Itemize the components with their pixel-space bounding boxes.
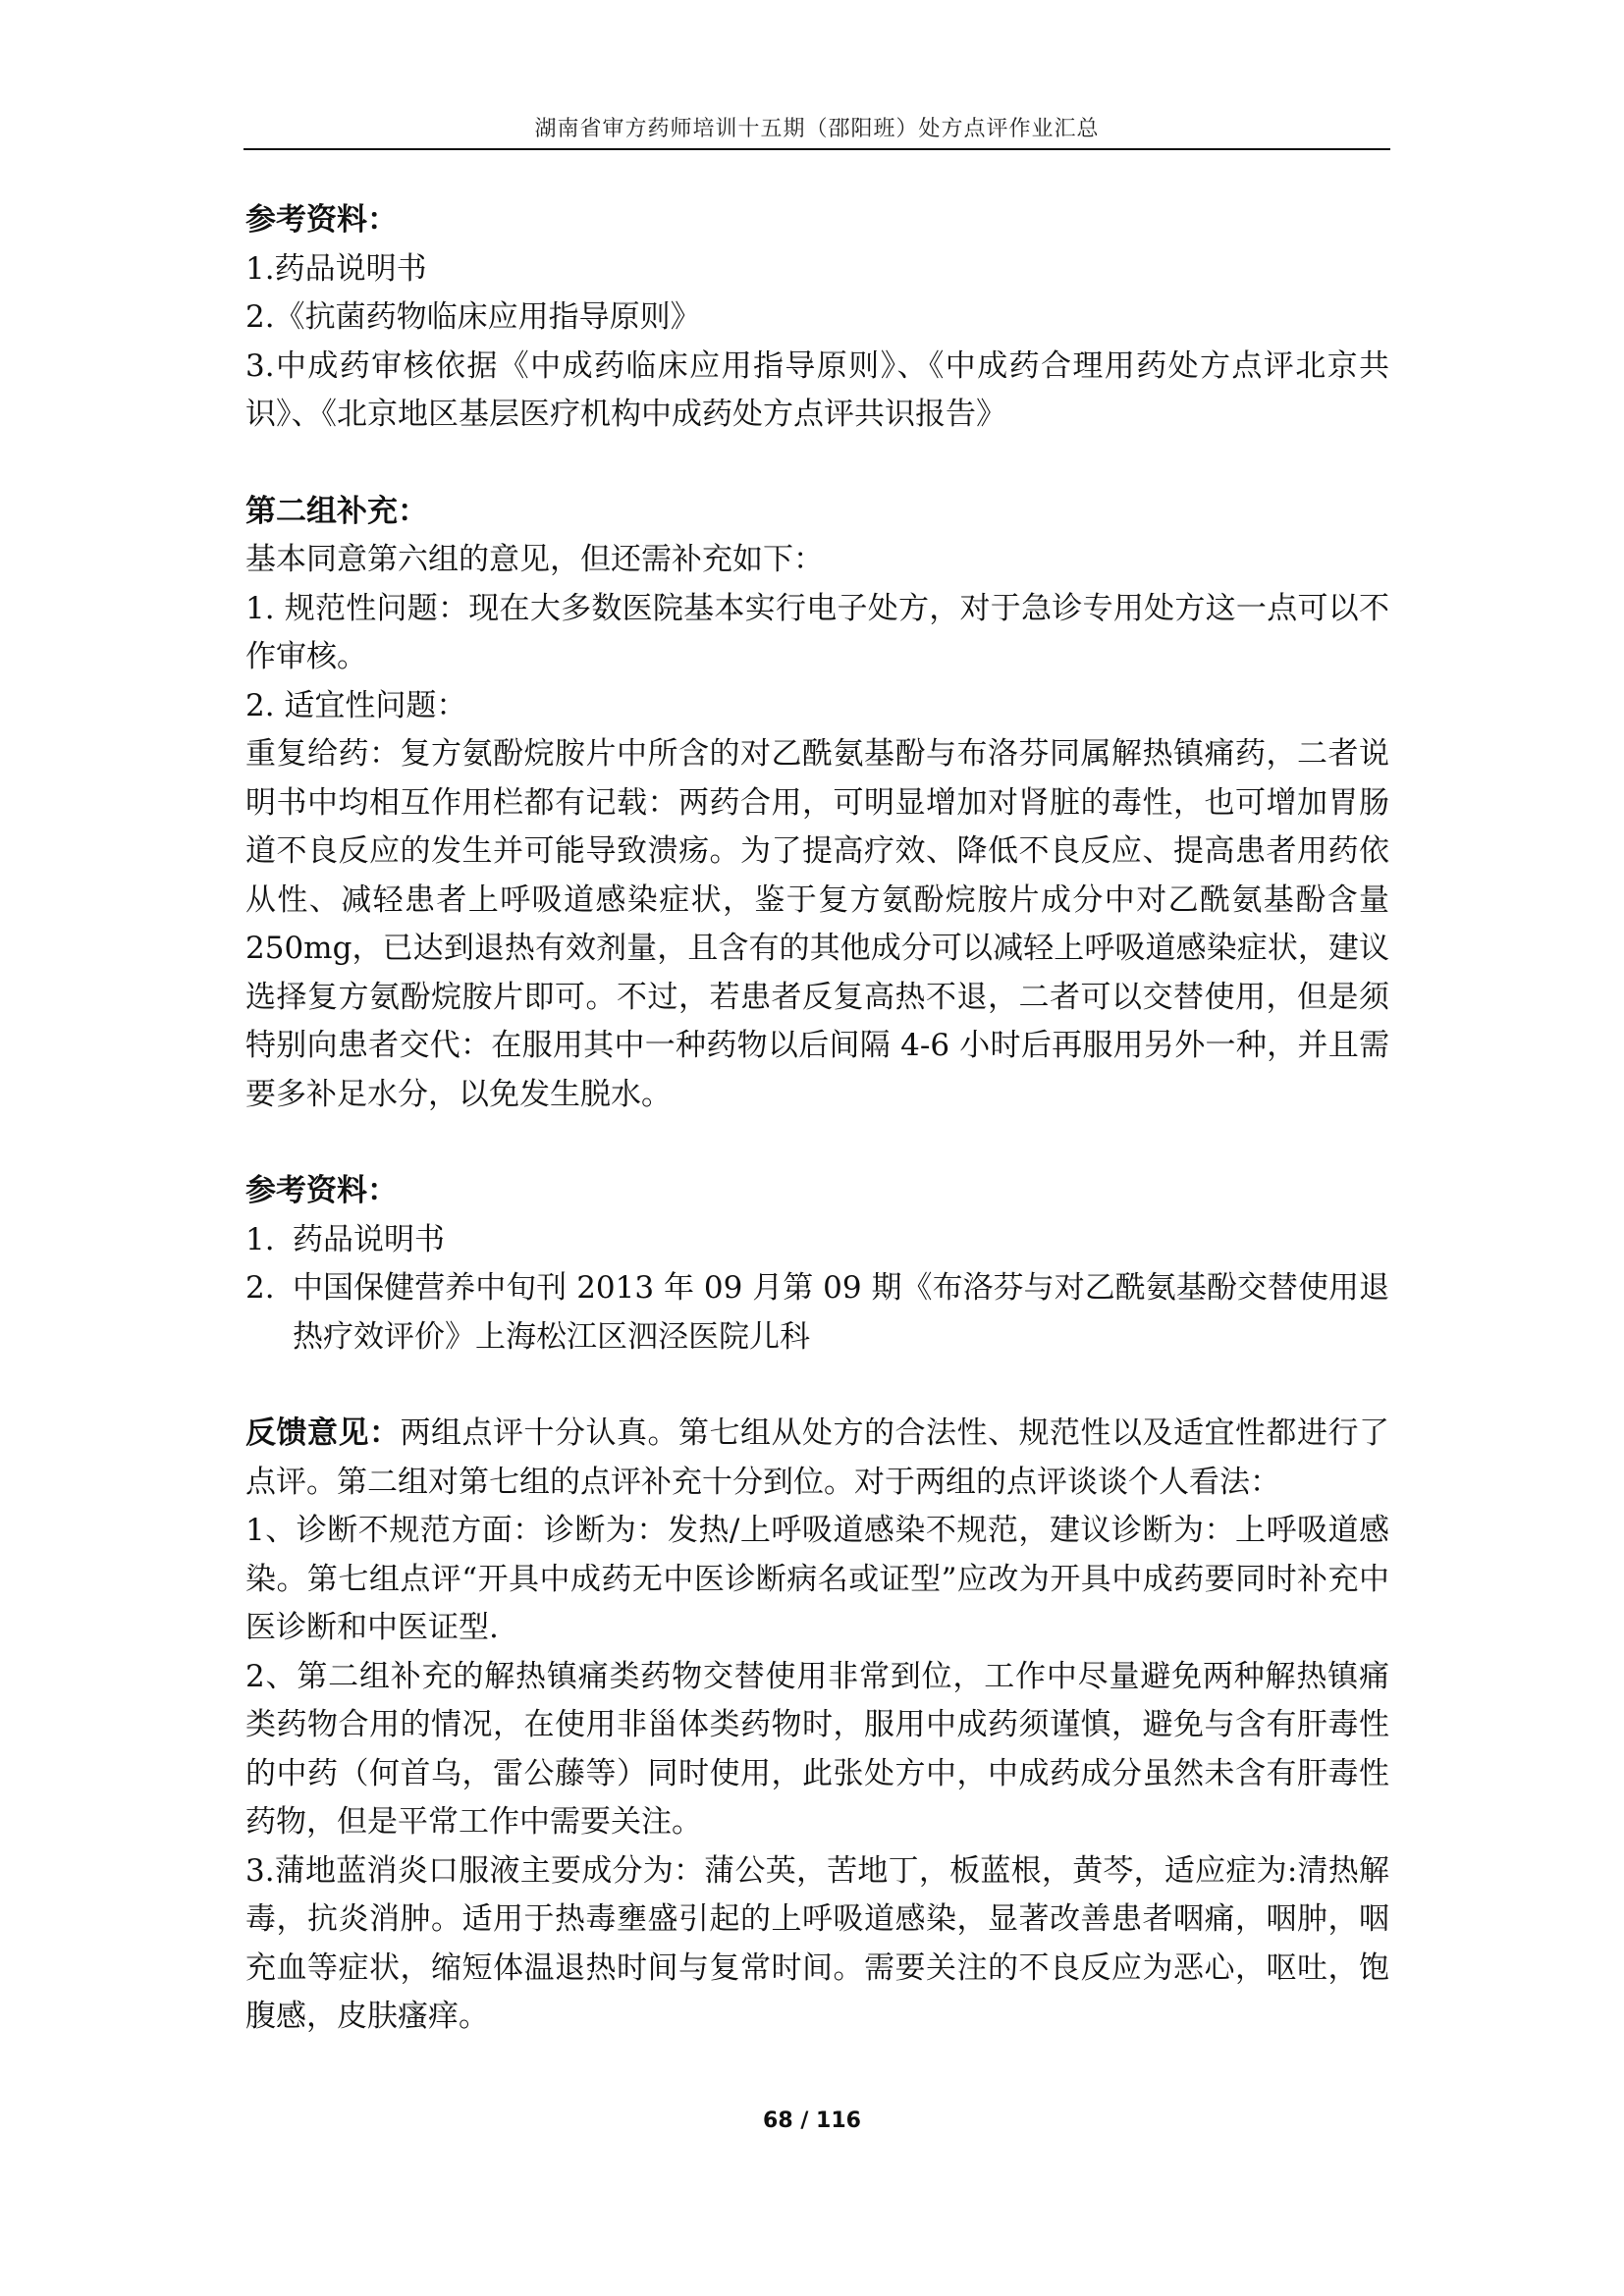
feedback-item: 1、诊断不规范方面：诊断为：发热/上呼吸道感染不规范，建议诊断为：上呼吸道感染。第七组点评“开具中成药无中医诊断病名或证型”应改为开具中成药要同时补充中医诊断和中医证型. (245, 1513, 1389, 1645)
group2-point-normative: 1. 规范性问题：现在大多数医院基本实行电子处方，对于急诊专用处方这一点可以不作审核。 (245, 590, 1389, 674)
reference-item: 3.中成药审核依据《中成药临床应用指导原则》、《中成药合理用药处方点评北京共识》、《北京地区基层医疗机构中成药处方点评共识报告》 (245, 347, 1389, 432)
reference-number: 2. (245, 1270, 275, 1306)
group2-intro: 基本同意第六组的意见，但还需补充如下： (245, 542, 824, 577)
reference-number: 1. (245, 1221, 275, 1257)
group2-point-suitability: 2. 适宜性问题： (245, 687, 467, 723)
reference-item (245, 1264, 1389, 1362)
reference-text: 中国保健营养中旬刊 2013 年 09 月第 09 期《布洛芬与对乙酰氨基酚交替使用退热疗效评价》上海松江区泗泾医院儿科 (293, 1270, 1389, 1355)
group2-heading: 第二组补充： (245, 493, 428, 529)
running-header: 湖南省审方药师培训十五期（邵阳班）处方点评作业汇总 (534, 117, 1100, 141)
paragraph-gap (245, 440, 1389, 488)
page-number: 68 / 116 (763, 2109, 861, 2133)
group2-detail-paragraph: 重复给药：复方氨酚烷胺片中所含的对乙酰氨基酚与布洛芬同属解热镇痛药，二者说明书中均相互作用栏都有记载：两药合用，可明显增加对肾脏的毒性，也可增加胃肠道不良反应的发生并可能导致溃疡。为了提高疗效、降低不良反应、提高患者用药依从性、减轻患者上呼吸道感染症状，鉴于复方氨酚烷胺片成分中对乙酰氨基酚含量250mg，已达到退热有效剂量，且含有的其他成分可以减轻上呼吸道感染症状，建议选择复方氨酚烷胺片即可。不过，若患者反复高热不退，二者可以交替使用，但是须特别向患者交代：在服用其中一种药物以后间隔 4-6 小时后再服用另外一种，并且需要多补足水分，以免发生脱水。 (245, 736, 1389, 1112)
feedback-section (245, 1410, 1389, 2042)
header-divider (244, 148, 1390, 150)
reference-text: 药品说明书 (293, 1221, 445, 1257)
references-heading: 参考资料： (245, 1173, 398, 1208)
feedback-label: 反馈意见： (245, 1415, 401, 1451)
references-heading: 参考资料： (245, 202, 398, 238)
group2-supplement-section (245, 488, 1389, 1120)
feedback-item: 3.蒲地蓝消炎口服液主要成分为：蒲公英，苦地丁，板蓝根，黄芩，适应症为:清热解毒，抗炎消肿。适用于热毒壅盛引起的上呼吸道感染，显著改善患者咽痛，咽肿，咽充血等症状，缩短体温退热时间与复常时间。需要关注的不良反应为恶心，呕吐，饱腹感，皮肤瘙痒。 (245, 1852, 1389, 2034)
feedback-intro-paragraph (245, 1410, 1389, 1507)
paragraph-gap (245, 1362, 1389, 1410)
references-section-2 (245, 1167, 1389, 1362)
reference-item: 2.《抗菌药物临床应用指导原则》 (245, 299, 701, 335)
reference-item (245, 1216, 1389, 1265)
reference-item: 1.药品说明书 (245, 250, 427, 287)
page-body (245, 196, 1389, 2042)
paragraph-gap (245, 1119, 1389, 1167)
feedback-intro: 两组点评十分认真。第七组从处方的合法性、规范性以及适宜性都进行了点评。第二组对第七组的点评补充十分到位。对于两组的点评谈谈个人看法： (245, 1415, 1389, 1500)
feedback-item: 2、第二组补充的解热镇痛类药物交替使用非常到位，工作中尽量避免两种解热镇痛类药物合用的情况，在使用非甾体类药物时，服用中成药须谨慎，避免与含有肝毒性的中药（何首乌，雷公藤等）同时使用，此张处方中，中成药成分虽然未含有肝毒性药物，但是平常工作中需要关注。 (245, 1658, 1389, 1840)
references-section-1 (245, 196, 1389, 440)
